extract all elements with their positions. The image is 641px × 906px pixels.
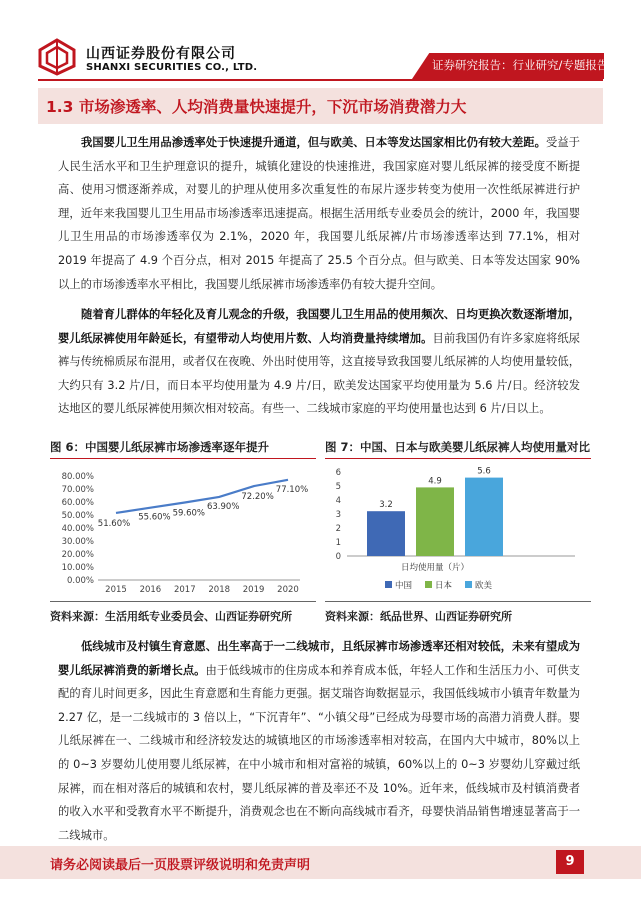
- figure7-legend-swatch: [465, 581, 472, 588]
- figure6-data-label: 72.20%: [241, 492, 274, 503]
- figure6-ytick-label: 60.00%: [61, 498, 94, 508]
- company-name-cn: 山西证券股份有限公司: [86, 46, 236, 62]
- paragraph-lower-tier-body: 由于低线城市的住房成本和养育成本低，年轻人工作和生活压力小、可供支配的育儿时间更多，因此生育意愿和生育能力更强。据艾瑞咨询数据显示，我国低线城市小镇青年数量为 2.27 亿，是一二线城市的 3 倍以上，“下沉青年”、“小镇父母”已经成为母婴市场的高潜力消费人群。婴儿纸尿裤在一、二线城市和经济较发达的城镇地区的市场渗透率相对较高，在国内大中城市，80%以上的 0~3 岁婴幼儿使用婴儿纸尿裤，在中小城市和相对富裕的城镇，60%以上的 0~3 岁婴幼儿穿戴过纸尿裤，而在相对落后的城镇和农村，婴儿纸尿裤的普及率还不及 10%。近年来，低线城市及村镇消费者的收入水平和受教育水平不断提升，消费观念也在不断向高线城市看齐，母婴快消品销售增速显著高于一二线城市。: [58, 663, 580, 842]
- figure7-source: 资料来源：纸品世界、山西证券研究所: [325, 610, 512, 623]
- figure7-data-label: 3.2: [379, 500, 393, 511]
- paragraph-usage-body: 目前我国仍有许多家庭将纸尿裤与传统棉质尿布混用，或者仅在夜晚、外出时使用等，这直接导致我国婴儿纸尿裤的人均使用量较低，大约只有 3.2 片/日，而日本平均使用量为 4.9 片/日，欧美发达国家平均使用量为 5.6 片/日。经济较发达地区的婴儿纸尿裤使用频次相对较高。有些一、二线城市家庭的平均使用量也达到 6 片/日以上。: [58, 331, 580, 416]
- figure7-ytick-label: 6: [335, 468, 341, 478]
- figure7-data-label: 4.9: [428, 476, 442, 487]
- figure7-bar-chart: [325, 460, 591, 598]
- paragraph-penetration-lead: 我国婴儿卫生用品渗透率处于快速提升通道，但与欧美、日本等发达国家相比仍有较大差距。: [81, 136, 546, 149]
- figure6-ytick-label: 30.00%: [61, 537, 94, 547]
- figure6-top-rule: [50, 458, 316, 459]
- figure6-ytick-label: 20.00%: [61, 550, 94, 560]
- paragraph-lower-tier-lead: 低线城市及村镇生育意愿、出生率高于一二线城市，且纸尿裤市场渗透率还相对较低，未来有望成为婴儿纸尿裤消费的新增长点。: [58, 640, 580, 677]
- figure6-ytick-label: 50.00%: [61, 511, 94, 521]
- figure6-ytick-label: 0.00%: [66, 576, 94, 586]
- figure6-xtick-label: 2018: [208, 585, 231, 595]
- figure7-ytick-label: 4: [335, 496, 341, 506]
- figure7-ytick-label: 0: [335, 552, 341, 562]
- figure6-xtick-label: 2020: [277, 585, 299, 595]
- figure7-data-label: 5.6: [477, 466, 491, 477]
- footer-disclaimer[interactable]: 请务必阅读最后一页股票评级说明和免责声明: [50, 858, 311, 873]
- figure7-ytick-label: 1: [335, 538, 341, 548]
- figure7-legend-label: 日本: [435, 581, 453, 591]
- figure6-xtick-label: 2019: [242, 585, 265, 595]
- figure6-ytick-label: 70.00%: [61, 485, 94, 495]
- figure7-ytick-label: 5: [335, 482, 341, 492]
- section-title: 1.3 市场渗透率、人均消费量快速提升，下沉市场消费潜力大: [46, 98, 467, 116]
- figure6-ytick-label: 10.00%: [61, 563, 94, 573]
- figure7-top-rule: [325, 458, 591, 459]
- figure7-xlabel: 日均使用量（片）: [400, 563, 470, 573]
- report-type-label: 证券研究报告：行业研究/专题报告: [432, 58, 609, 72]
- figure7-legend-label: 欧美: [475, 581, 493, 591]
- header-divider: [38, 79, 603, 81]
- figure6-title: 图 6：中国婴儿纸尿裤市场渗透率逐年提升: [50, 440, 270, 454]
- figure6-source: 资料来源：生活用纸专业委员会、山西证券研究所: [50, 610, 292, 623]
- paragraph-penetration-body: 受益于人民生活水平和卫生护理意识的提升，城镇化建设的快速推进，我国家庭对婴儿纸尿裤的接受度不断提高、使用习惯逐渐养成，对婴儿的护理从使用多次重复性的布尿片逐步转变为使用一次性纸尿裤进行护理，近年来我国婴儿卫生用品市场渗透率迅速提高。根据生活用纸专业委员会的统计，2000 年，我国婴儿卫生用品的市场渗透率仅为 2.1%，2020 年，我国婴儿纸尿裤/片市场渗透率达到 77.1%，相对 2019 年提高了 4.9 个百分点，相对 2015 年提高了 25.5 个百分点。但与欧美、日本等发达国家 90%以上的市场渗透率水平相比，我国婴儿纸尿裤市场渗透率仍有较大提升空间。: [58, 136, 580, 291]
- figure7-bottom-rule: [325, 601, 591, 602]
- figure6-data-label: 59.60%: [172, 508, 206, 519]
- figure7-ytick-label: 3: [335, 510, 341, 520]
- figure6-line-chart: [50, 460, 316, 598]
- figure7-legend-label: 中国: [395, 581, 413, 591]
- figure7-legend-swatch: [385, 581, 392, 588]
- paragraph-penetration: [58, 131, 580, 296]
- figure6-data-label: 63.90%: [206, 501, 240, 512]
- figure6-xtick-label: 2016: [139, 585, 162, 595]
- figure6-ytick-label: 80.00%: [61, 472, 94, 482]
- figure6-xtick-label: 2017: [173, 585, 196, 595]
- figure6-data-label: 51.60%: [97, 518, 131, 529]
- company-logo: [38, 38, 76, 76]
- figure6-ytick-label: 40.00%: [61, 524, 94, 534]
- figure6-data-label: 55.60%: [138, 512, 171, 523]
- figure7-title: 图 7：中国、日本与欧美婴儿纸尿裤人均使用量对比: [325, 440, 591, 454]
- figure7-bar-欧美: [465, 478, 503, 556]
- figure7-legend-swatch: [425, 581, 432, 588]
- figure7-bar-中国: [367, 511, 405, 556]
- figure6-data-label: 77.10%: [275, 484, 309, 495]
- figure7-ytick-label: 2: [335, 524, 341, 534]
- page-number: 9: [556, 850, 584, 874]
- figure7-bar-日本: [416, 487, 454, 556]
- paragraph-usage: [58, 303, 580, 421]
- figure6-bottom-rule: [50, 601, 316, 602]
- paragraph-usage-lead: 随着育儿群体的年轻化及育儿观念的升级，我国婴儿卫生用品的使用频次、日均更换次数逐渐增加，婴儿纸尿裤使用年龄延长，有望带动人均使用片数、人均消费量持续增加。: [58, 308, 580, 345]
- paragraph-lower-tier: [58, 635, 580, 847]
- figure6-xtick-label: 2015: [105, 585, 127, 595]
- company-name-en: SHANXI SECURITIES CO., LTD.: [86, 62, 258, 73]
